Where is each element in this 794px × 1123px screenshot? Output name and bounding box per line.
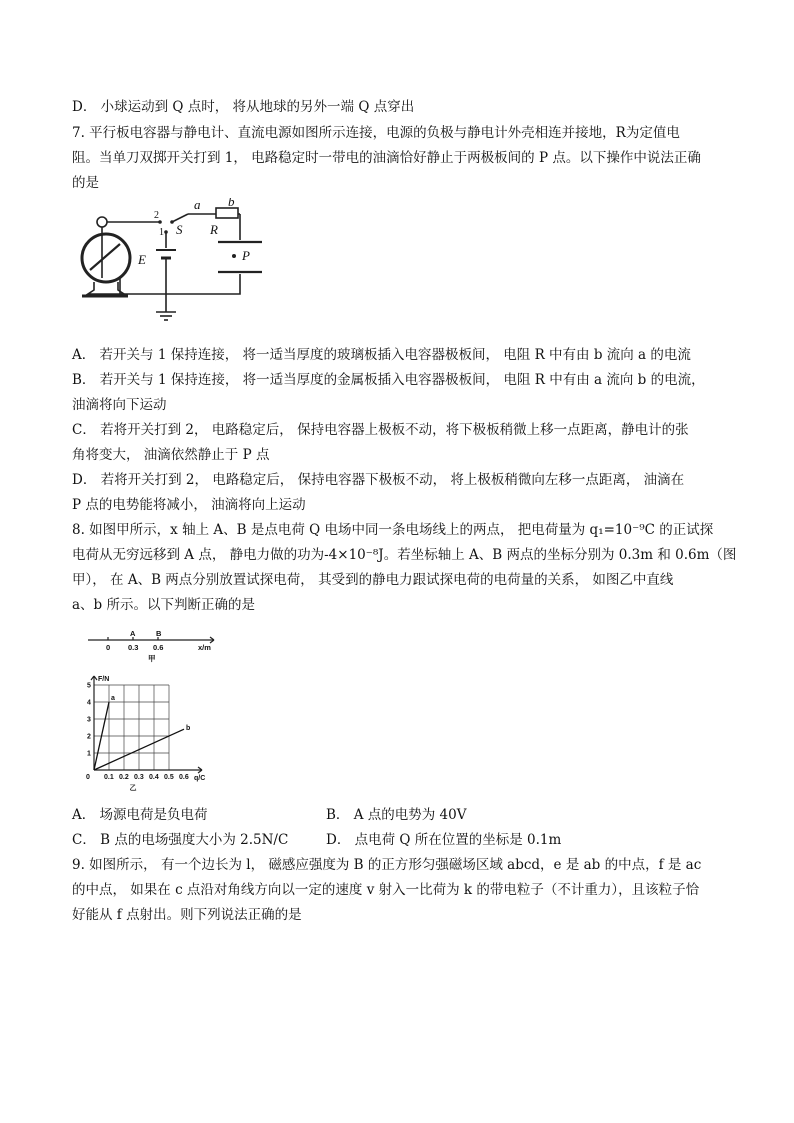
point-b-label: B (156, 629, 162, 638)
label-e: E (138, 252, 146, 267)
q8-stem-line-4: a、b 所示。以下判断正确的是 (72, 597, 255, 613)
q7-stem-line-1: 7. 平行板电容器与静电计、直流电源如图所示连接，电源的负极与静电计外壳相连并接地，R为定值电 (72, 125, 680, 141)
q7-option-c: C． 若将开关打到 2， 电路稳定后， 保持电容器上极板不动，将下极板稍微上移一点距离，静电计的张 (72, 422, 689, 438)
tick-0: 0 (106, 643, 111, 652)
q8-option-b: B． A 点的电势为 40V (326, 807, 467, 823)
series-b-label: b (186, 725, 191, 733)
x-tick-label: 0 (86, 774, 90, 781)
q8-option-c: C． B 点的电场强度大小为 2.5N/C (72, 832, 289, 848)
x-tick-label: 0.1 (104, 774, 114, 781)
q9-stem-line-1: 9. 如图所示， 有一个边长为 l， 磁感应强度为 B 的正方形匀强磁场区域 abcd，e 是 ab 的中点，f 是 ac (72, 857, 702, 873)
q8-figure-yi (84, 672, 214, 794)
series-a-label: a (111, 695, 115, 702)
q7-option-d-cont: P 点的电势能将减小， 油滴将向上运动 (72, 497, 306, 513)
x-axis-label: q/C (194, 775, 206, 782)
point-a-label: A (130, 629, 136, 638)
caption-jia: 甲 (148, 654, 156, 663)
q9-stem-line-3: 好能从 f 点射出。则下列说法正确的是 (72, 907, 302, 923)
q6-option-d: D． 小球运动到 Q 点时， 将从地球的另外一端 Q 点穿出 (72, 99, 415, 115)
y-tick-label: 2 (87, 733, 91, 741)
label-b: b (228, 198, 235, 209)
x-tick-label: 0.4 (149, 774, 159, 781)
tick-06: 0.6 (153, 643, 164, 652)
q8-stem-line-3: 甲）， 在 A、B 两点分别放置试探电荷， 其受到的静电力跟试探电荷的电荷量的关系， 如图乙中直线 (72, 572, 674, 588)
q7-option-b-cont: 油滴将向下运动 (72, 397, 167, 413)
x-tick-label: 0.6 (179, 774, 189, 781)
q7-stem-line-2: 阻。当单刀双掷开关打到 1， 电路稳定时一带电的油滴恰好静止于两极板间的 P 点。以下操作中说法正确 (72, 150, 701, 166)
y-axis-label: F/N (98, 676, 110, 683)
y-tick-label: 1 (87, 750, 91, 758)
q7-option-d: D． 若将开关打到 2， 电路稳定后， 保持电容器下极板不动， 将上极板稍微向左移一点距离， 油滴在 (72, 472, 685, 488)
label-r: R (210, 222, 218, 237)
q8-stem-line-1: 8. 如图甲所示，x 轴上 A、B 是点电荷 Q 电场中同一条电场线上的两点， 把电荷量为 q₁=10⁻⁹C 的正试探 (72, 522, 714, 538)
q7-option-c-cont: 角将变大， 油滴依然静止于 P 点 (72, 447, 270, 463)
q7-stem-line-3: 的是 (72, 175, 99, 191)
x-tick-label: 0.3 (134, 774, 144, 781)
label-s: S (176, 222, 183, 237)
oil-drop-p (232, 254, 236, 258)
electrometer-case (82, 234, 130, 282)
q8-option-a: A． 场源电荷是负电荷 (72, 807, 208, 823)
q7-circuit-figure (76, 198, 276, 330)
label-p: P (242, 248, 250, 263)
caption-yi: 乙 (129, 785, 137, 792)
q7-option-b: B． 若开关与 1 保持连接， 将一适当厚度的金属板插入电容器极板间， 电阻 R 中有由 a 流向 b 的电流， (72, 372, 705, 388)
x-tick-label: 0.5 (164, 774, 174, 781)
label-2: 2 (154, 210, 159, 221)
resistor-r (216, 208, 238, 218)
label-a: a (194, 198, 201, 212)
y-tick-label: 3 (87, 716, 91, 724)
q8-figure-jia (86, 626, 226, 664)
axis-label-x-m: x/m (198, 643, 211, 652)
tick-03: 0.3 (128, 643, 139, 652)
q8-option-d: D． 点电荷 Q 所在位置的坐标是 0.1m (326, 832, 562, 848)
y-tick-label: 5 (87, 682, 91, 690)
q9-stem-line-2: 的中点， 如果在 c 点沿对角线方向以一定的速度 v 射入一比荷为 k 的带电粒子（不计重力），且该粒子恰 (72, 882, 700, 898)
y-tick-label: 4 (87, 699, 91, 707)
x-tick-label: 0.2 (119, 774, 129, 781)
label-1: 1 (159, 227, 164, 238)
q8-stem-line-2: 电荷从无穷远移到 A 点， 静电力做的功为-4×10⁻⁸J。若坐标轴上 A、B 两点的坐标分别为 0.3m 和 0.6m（图 (72, 547, 737, 563)
q7-option-a: A． 若开关与 1 保持连接， 将一适当厚度的玻璃板插入电容器极板间， 电阻 R 中有由 b 流向 a 的电流 (72, 347, 691, 363)
